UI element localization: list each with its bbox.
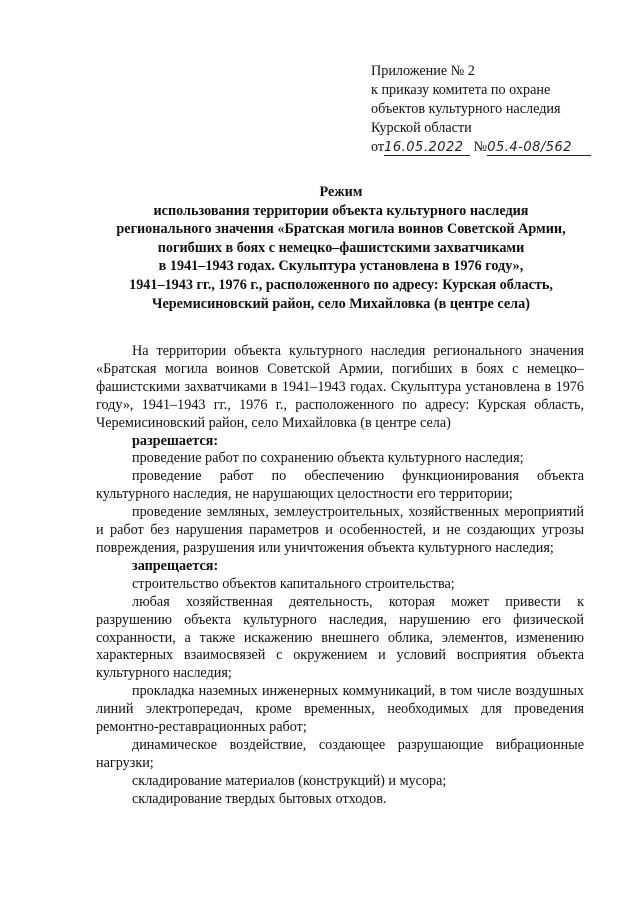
- order-date-number-line: [371, 138, 621, 157]
- appendix-title: Приложение № 2: [371, 63, 475, 79]
- appendix-order-ref: к приказу комитета по охране: [371, 82, 551, 98]
- appendix-header: [371, 62, 621, 157]
- appendix-committee: объектов культурного наследия: [371, 101, 561, 117]
- forbidden-item: складирование твердых бытовых отходов.: [132, 790, 387, 807]
- allowed-item: проведение работ по сохранению объекта культурного наследия;: [132, 450, 524, 467]
- order-prefix: от: [371, 139, 385, 155]
- forbidden-item: строительство объектов капитального строительства;: [132, 575, 455, 592]
- forbidden-item: складирование материалов (конструкций) и мусора;: [132, 772, 447, 789]
- title-line-5: в 1941–1943 годах. Скульптура установлена в 1976 году»,: [158, 258, 524, 275]
- title-line-7: Черемисиновский район, село Михайловка (в центре села): [152, 295, 530, 312]
- order-date-handwritten: 16.05.2022: [384, 140, 470, 156]
- order-number-handwritten: 05.4-08/562: [487, 140, 591, 156]
- forbidden-item: динамическое воздействие, создающее разрушающие вибрационные нагрузки;: [96, 736, 584, 771]
- allowed-heading: разрешается:: [132, 432, 219, 449]
- title-line-2: использования территории объекта культурного наследия: [153, 202, 529, 219]
- title-line-1: Режим: [319, 184, 363, 200]
- document-body: [96, 343, 584, 809]
- allowed-item: проведение земляных, землеустроительных, хозяйственных мероприятий и работ без нарушения параметров и особенностей, и не создающих угрозы повреждения, разрушения или уничтожения объекта культурного наследия;: [96, 504, 584, 556]
- order-number-label: №: [473, 139, 488, 155]
- title-line-4: погибших в боях с немецко–фашистскими захватчиками: [157, 239, 525, 256]
- document-title: [80, 183, 602, 313]
- appendix-region: Курской области: [371, 120, 472, 136]
- forbidden-item: любая хозяйственная деятельность, которая может привести к разрушению объекта культурного наследия, нарушению его физической сохранности, а также искажению внешнего облика, элементов, изменению характерных взаимосвязей с окружением и условий восприятия объекта культурного наследия;: [96, 593, 584, 682]
- title-line-3: регионального значения «Братская могила воинов Советской Армии,: [116, 221, 566, 238]
- intro-paragraph: На территории объекта культурного наследия регионального значения «Братская могила воинов Советской Армии, погибших в боях с немецко–фашистскими захватчиками в 1941–1943 годах. Скульптура установлена в 1976 году», 1941–1943 гг., 1976 г., расположенного по адресу: Курская область, Черемисиновский район, село Михайловка (в центре села): [96, 343, 584, 431]
- forbidden-heading: запрещается:: [132, 557, 219, 574]
- title-line-6: 1941–1943 гг., 1976 г., расположенного по адресу: Курская область,: [129, 276, 553, 293]
- allowed-item: проведение работ по обеспечению функционирования объекта культурного наследия, не нарушающих целостности его территории;: [96, 468, 584, 503]
- forbidden-item: прокладка наземных инженерных коммуникаций, в том числе воздушных линий электропередач, кроме временных, необходимых для проведения ремонтно-реставрационных работ;: [96, 683, 584, 736]
